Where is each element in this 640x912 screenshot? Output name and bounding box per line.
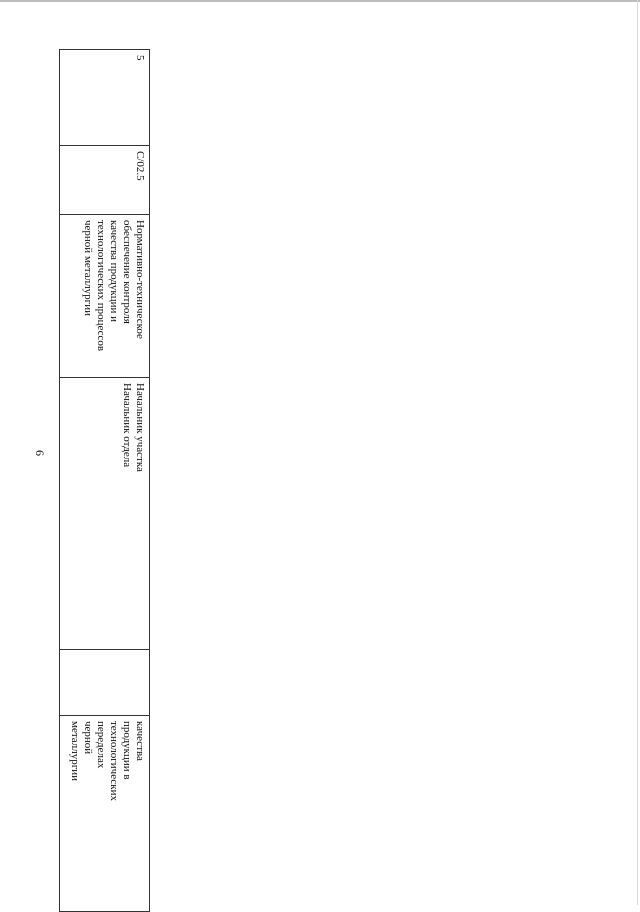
main-line: черной (82, 721, 94, 755)
scan-top-edge (0, 0, 640, 2)
main-line: переделах (95, 721, 107, 769)
cell-positions (60, 378, 150, 650)
function-line: обеспечение контроля (121, 220, 133, 324)
table-container (59, 49, 150, 845)
function-code: C/02.5 (134, 151, 146, 181)
main-line: металлургии (69, 721, 81, 782)
position-line: Начальник отдела (121, 383, 133, 468)
main-line: продукции в (121, 721, 133, 780)
cell-empty (60, 650, 150, 716)
function-line: черной металлургии (82, 220, 94, 316)
scan-right-edge (637, 0, 638, 905)
functions-table (59, 49, 150, 912)
rotated-table (59, 49, 150, 845)
cell-level (60, 50, 150, 146)
page-number: 6 (33, 450, 47, 456)
main-line: технологических (108, 721, 120, 801)
level-value: 5 (134, 55, 146, 61)
cell-code (60, 146, 150, 215)
table-row (60, 50, 150, 912)
cell-function (60, 215, 150, 378)
function-line: Нормативно-техническое (134, 220, 146, 339)
main-line: качества (134, 721, 146, 761)
cell-generalized-function (60, 716, 150, 912)
position-line: Начальник участка (134, 383, 146, 472)
function-line: технологических процессов (95, 220, 107, 352)
function-line: качества продукции и (108, 220, 120, 322)
